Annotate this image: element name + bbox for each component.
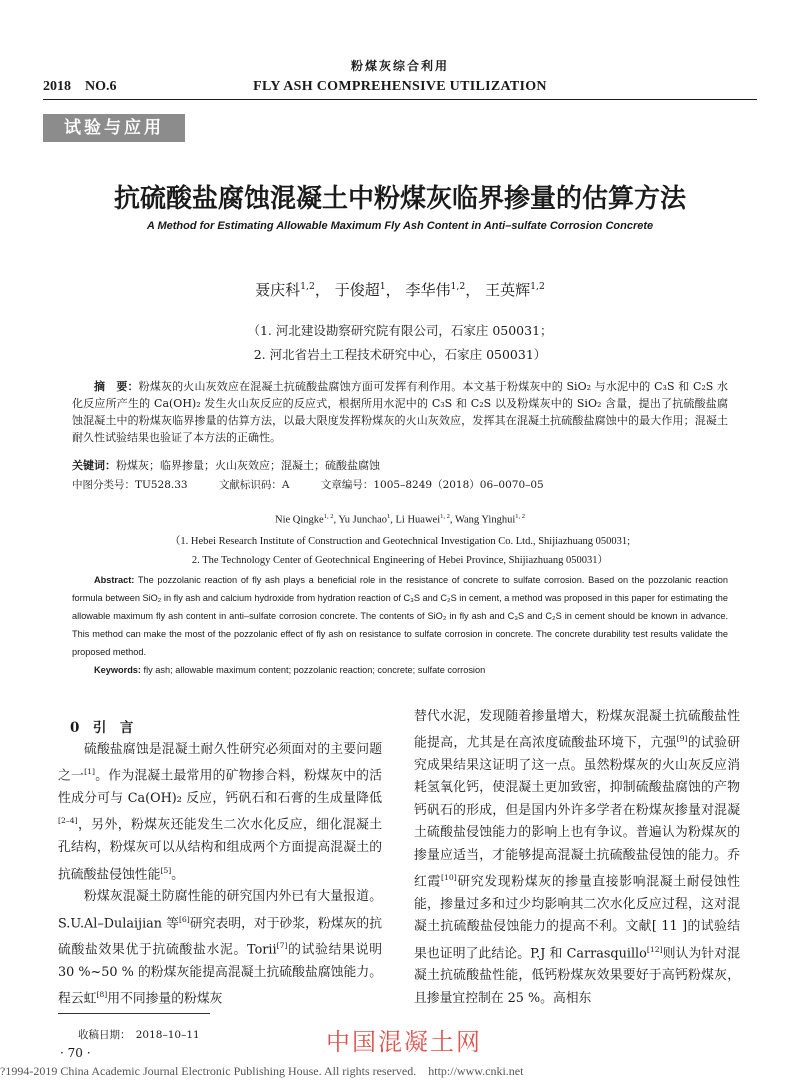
text-run: 研究发现粉煤灰的掺量直接影响混凝土耐侵蚀性能，掺量过多和过少均影响其二次水化反应过程，这对混凝土抗硫酸盐侵蚀能力的提高不利。文献[ 11 ]的试验结果也证明了此结论。P.J 和 Carrasquillo bbox=[414, 874, 741, 961]
affiliation-cn-1: （1. 河北建设勘察研究院有限公司，石家庄 050031； bbox=[247, 323, 553, 338]
page-number: · 70 · bbox=[60, 1046, 91, 1060]
paragraph bbox=[58, 739, 382, 886]
citation: [10] bbox=[440, 873, 457, 883]
author-sup-en: 1, 2 bbox=[440, 513, 450, 520]
paper-title-en: A Method for Estimating Allowable Maximum Fly Ash Content in Anti–sulfate Corrosion Concrete bbox=[146, 220, 654, 232]
author-sep: ， bbox=[314, 281, 330, 299]
abstract-en bbox=[72, 571, 728, 661]
keywords-cn bbox=[72, 457, 728, 474]
paragraph bbox=[58, 886, 382, 1011]
text-run: 的试验研究成果结果这证明了这一点。虽然粉煤灰的火山灰反应消耗氢氧化钙，使混凝土更加致密，抑制硫酸盐腐蚀的产物钙矾石的形成，但是国内外许多学者在粉煤灰掺量对混凝土硫酸盐侵蚀能力的影响上也有争议。普遍认为粉煤灰的掺量应适当，才能够提高混凝土抗硫酸盐侵蚀的能力。乔红霞 bbox=[414, 735, 741, 890]
journal-title-en: FLY ASH COMPREHENSIVE UTILIZATION bbox=[253, 79, 547, 94]
author-sep: ， bbox=[385, 281, 401, 299]
keywords-cn-text: 粉煤灰；临界掺量；火山灰效应；混凝土；硫酸盐腐蚀 bbox=[116, 459, 380, 472]
keywords-en-label: Keywords: bbox=[94, 665, 141, 675]
author-name-en: Nie Qingke bbox=[274, 514, 324, 526]
author-sep-en: , bbox=[390, 514, 396, 526]
citation: [5] bbox=[160, 865, 172, 875]
section-heading: 0 引 言 bbox=[70, 720, 134, 736]
header-rule bbox=[43, 99, 757, 100]
author-sup-en: 1, 2 bbox=[323, 513, 334, 520]
clc-number: 中图分类号：TU528.33 bbox=[72, 479, 188, 491]
author-sep: ， bbox=[465, 281, 481, 299]
citation: [6] bbox=[178, 914, 190, 924]
document-code: 文献标识码：A bbox=[218, 479, 290, 491]
citation: [7] bbox=[276, 941, 288, 951]
abstract-en-label: Abstract: bbox=[94, 575, 135, 585]
issue-number: 2018 NO.6 bbox=[43, 79, 117, 94]
author-sup: 1,2 bbox=[530, 281, 545, 292]
text-run: 研究表明，对于砂浆，粉煤灰的抗硫酸盐效果优于抗硫酸盐水泥。Torii bbox=[58, 915, 382, 958]
citation: [12] bbox=[646, 944, 663, 954]
author-sup: 1 bbox=[379, 281, 386, 292]
author-name-en: Li Huawei bbox=[395, 514, 441, 526]
author-sup-en: 1 bbox=[387, 513, 391, 520]
body-column-right bbox=[414, 706, 740, 1010]
author-name: 李华伟 bbox=[405, 281, 451, 299]
keywords-en bbox=[72, 665, 485, 675]
author-name: 于俊超 bbox=[334, 281, 380, 299]
author-name: 王英辉 bbox=[485, 281, 531, 299]
received-date: 收稿日期： 2018–10–11 bbox=[78, 1029, 200, 1041]
abstract-cn bbox=[72, 378, 728, 446]
citation: [8] bbox=[96, 990, 108, 1000]
author-sep-en: , bbox=[333, 514, 339, 526]
keywords-cn-label: 关键词： bbox=[72, 459, 116, 472]
citation: [2–4] bbox=[58, 816, 78, 826]
text-run: 硫酸盐腐蚀是混凝土耐久性研究必须面对的主要问题之一 bbox=[58, 742, 382, 784]
text-run: ，另外，粉煤灰还能发生二次水化反应，细化混凝土孔结构，粉煤灰可以从结构和组成两个方面提高混凝土的抗硫酸盐侵蚀性能 bbox=[58, 817, 382, 882]
abstract-cn-text: 粉煤灰的火山灰效应在混凝土抗硫酸盐腐蚀方面可发挥有利作用。本文基于粉煤灰中的 SiO₂ 与水泥中的 C₃S 和 C₂S 水化反应所产生的 Ca(OH)₂ 发生火山灰反应的反应式，根据所用水泥中的 C₃S 和 C₂S 以及粉煤灰中的 SiO₂ 含量，提出了抗硫酸盐腐蚀混凝土中的粉煤灰临界掺量的估算方法，以最大限度发挥粉煤灰的火山灰效应，发挥其在混凝土抗硫酸盐腐蚀中的最大作用；混凝土耐久性试验结果也验证了本方法的正确性。 bbox=[72, 380, 728, 444]
watermark: 中国混凝土网 bbox=[326, 1028, 482, 1056]
author-name-en: Yu Junchao bbox=[338, 514, 388, 526]
text-run: 的试验结果说明 30 %~50 % 的粉煤灰能提高混凝土抗硫酸盐腐蚀能力。程云虹 bbox=[58, 942, 382, 1007]
authors-cn bbox=[0, 279, 800, 300]
text-run: 粉煤灰混凝土防腐性能的研究国内外已有大量报道。S.U.Al–Dulaijian 等 bbox=[58, 889, 382, 931]
affiliation-en-2: 2. The Technology Center of Geotechnical Engineering of Hebei Province, Shijiazhuang 050031） bbox=[191, 555, 609, 566]
paper-title-cn: 抗硫酸盐腐蚀混凝土中粉煤灰临界掺量的估算方法 bbox=[113, 184, 686, 214]
abstract-cn-label: 摘 要： bbox=[94, 380, 139, 393]
text-run: 用不同掺量的粉煤灰 bbox=[107, 991, 223, 1007]
article-number: 文章编号：1005–8249（2018）06–0070–05 bbox=[320, 479, 544, 491]
authors-en bbox=[0, 513, 800, 526]
text-run: 则认为针对混凝土抗硫酸盐性能，低钙粉煤灰效果要好于高钙粉煤灰，且掺量宜控制在 25 %。高相东 bbox=[414, 945, 741, 1006]
citation: [1] bbox=[84, 767, 95, 777]
journal-title-cn: 粉煤灰综合利用 bbox=[350, 59, 449, 73]
author-sup-en: 1, 2 bbox=[515, 513, 526, 520]
section-tag: 试验与应用 bbox=[43, 114, 185, 142]
author-name-en: Wang Yinghui bbox=[454, 514, 516, 526]
copyright-line: ?1994-2019 China Academic Journal Electronic Publishing House. All rights reserved. http://www.cnki.net bbox=[0, 1064, 524, 1078]
text-run: 。作为混凝土最常用的矿物掺合料，粉煤灰中的活性成分可与 Ca(OH)₂ 反应，钙矾石和石膏的生成量降低 bbox=[58, 768, 382, 807]
abstract-en-text: The pozzolanic reaction of fly ash plays a beneficial role in the resistance of concrete to sulfate corrosion. Based on the pozzolanic reaction formula between SiO₂ in fly ash and calcium hydroxide from hydration reaction of C₃S and C₂S in cement, a method was proposed in this paper for estimating the allowable maximum fly ash content in anti–sulfate corrosion concrete. The contents of SiO₂ in fly ash and C₃S and C₂S in cement should be known in advance. This method can make the most of the pozzolanic effect of fly ash on resistance to sulfate corrosion in concrete. The concrete durability test results validate the proposed method. bbox=[72, 575, 728, 657]
author-sup: 1,2 bbox=[450, 281, 466, 292]
author-sup: 1,2 bbox=[300, 281, 315, 292]
author-sep-en: , bbox=[449, 514, 455, 526]
affiliation-en-1: （1. Hebei Research Institute of Construction and Geotechnical Investigation Co. Ltd., Shijiazhuang 050031; bbox=[169, 536, 631, 547]
affiliation-cn-2: 2. 河北省岩土工程技术研究中心，石家庄 050031） bbox=[253, 347, 547, 362]
keywords-en-text: fly ash; allowable maximum content; pozzolanic reaction; concrete; sulfate corrosion bbox=[143, 665, 486, 675]
text-run: 。 bbox=[171, 866, 185, 882]
body-column-left bbox=[58, 739, 382, 1011]
text-run: 替代水泥，发现随着掺量增大，粉煤灰混凝土抗硫酸盐性能提高，尤其是在高浓度硫酸盐环境下，亢强 bbox=[414, 709, 740, 751]
citation: [9] bbox=[676, 734, 688, 744]
author-name: 聂庆科 bbox=[255, 281, 301, 299]
classification-line bbox=[72, 477, 572, 492]
footnote-rule bbox=[58, 1013, 210, 1014]
